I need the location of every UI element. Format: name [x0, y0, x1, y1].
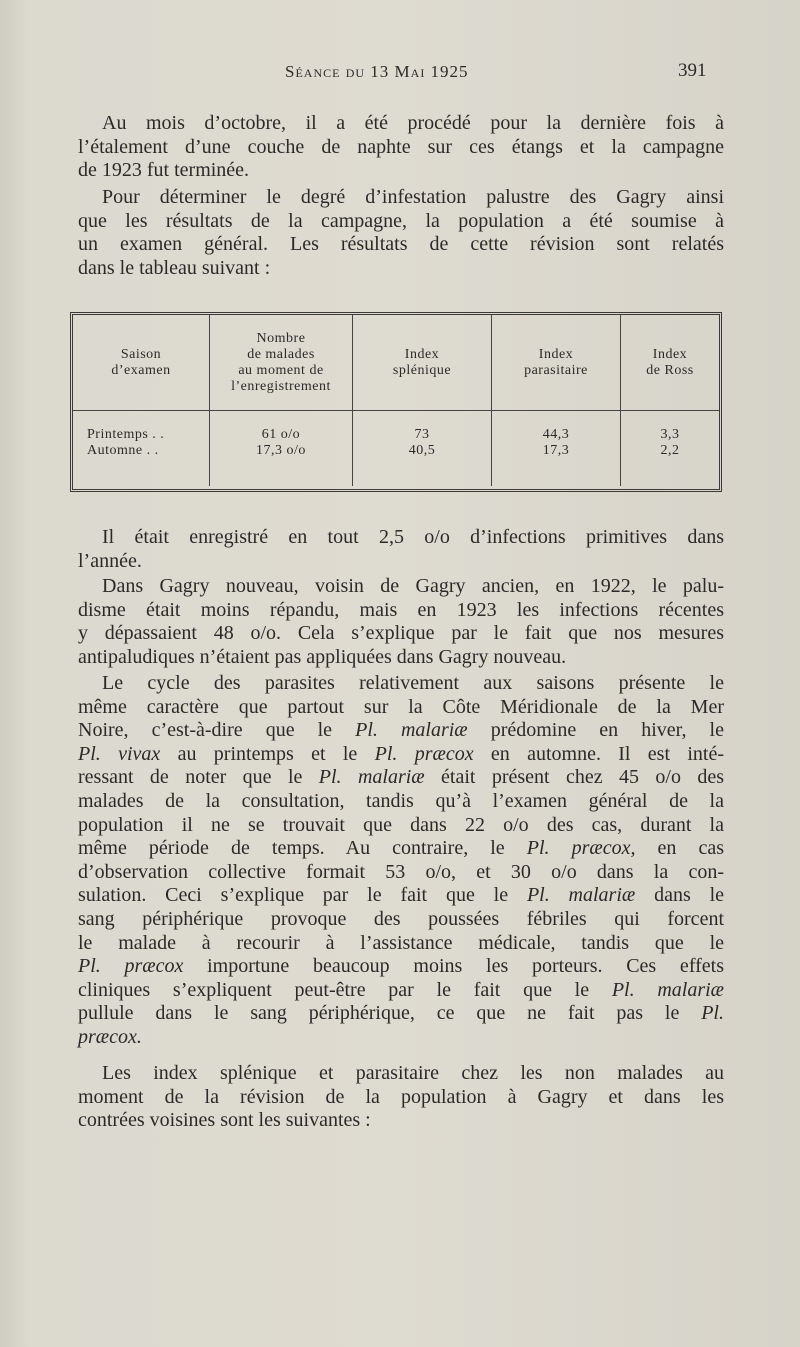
- text-line: præcox.: [78, 1025, 142, 1048]
- table-header-row: [73, 315, 719, 411]
- page-header: [0, 58, 800, 88]
- text-line: contrées voisines sont les suivantes :: [78, 1109, 371, 1132]
- paragraph-infestation: [78, 186, 724, 280]
- text-line: le malade à recourir à l’assistance médicale, tandis que le: [78, 931, 724, 954]
- cell-nombre: 61 o/o 17,3 o/o: [210, 411, 353, 487]
- text-line: Dans Gagry nouveau, voisin de Gagry ancien, en 1922, le palu-: [102, 575, 724, 597]
- text-line: malades de la consultation, tandis qu’à l’examen général de la: [78, 789, 724, 812]
- text-line: sang périphérique provoque des poussées fébriles qui forcent: [78, 907, 724, 930]
- text-line: cliniques s’expliquent peut-être par le fait que le Pl. malariæ: [78, 978, 724, 1001]
- page-number: 391: [678, 60, 707, 81]
- text-line: Au mois d’octobre, il a été procédé pour la dernière fois à: [102, 112, 724, 134]
- text-line: sulation. Ceci s’explique par le fait que le Pl. malariæ dans le: [78, 884, 725, 907]
- text-line: disme était moins répandu, mais en 1923 les infections récentes: [78, 598, 724, 621]
- cell-index-ross: 3,3 2,2: [660, 427, 680, 458]
- text-line: dans le tableau suivant :: [78, 256, 271, 279]
- paragraph-naphte: [78, 112, 724, 183]
- paragraph-cycle-parasites: [78, 672, 724, 1050]
- header-saison: Saison d’examen: [73, 315, 210, 411]
- paragraph-infections-primitives: [78, 526, 724, 573]
- table-body-row: [73, 411, 719, 487]
- text-line: Pl. vivax au printemps et le Pl. præcox en automne. Il est inté-: [78, 742, 724, 765]
- text-line: moment de la révision de la population à Gagry et dans les: [78, 1085, 724, 1108]
- text-line: y dépassaient 48 o/o. Cela s’explique par le fait que nos mesures: [78, 622, 724, 645]
- text-line: ressant de noter que le Pl. malariæ était présent chez 45 o/o des: [78, 766, 724, 789]
- text-line: Le cycle des parasites relativement aux saisons présente le: [102, 672, 724, 694]
- results-table-frame: [70, 312, 722, 492]
- text-line: l’étalement d’une couche de naphte sur ces étangs et la campagne: [78, 135, 724, 158]
- text-line: Noire, c’est-à-dire que le Pl. malariæ prédomine en hiver, le: [78, 719, 724, 742]
- paragraph-index-non-malades: [78, 1062, 724, 1133]
- text-line: d’observation collective formait 53 o/o, et 30 o/o dans la con-: [78, 860, 724, 883]
- text-line: antipaludiques n’étaient pas appliquées dans Gagry nouveau.: [78, 645, 567, 668]
- header-index-parasitaire: Index parasitaire: [492, 315, 621, 411]
- results-table: [73, 315, 719, 486]
- text-line: de 1923 fut terminée.: [78, 159, 250, 182]
- text-line: même période de temps. Au contraire, le Pl. præcox, en cas: [78, 837, 725, 860]
- text-line: Les index splénique et parasitaire chez les non malades au: [102, 1062, 724, 1084]
- header-nombre: Nombre de malades au moment de l’enregistrement: [210, 315, 353, 411]
- text-line: que les résultats de la campagne, la population a été soumise à: [78, 209, 724, 232]
- text-line: un examen général. Les résultats de cette révision sont relatés: [78, 233, 724, 256]
- cell-index-splenique: 73 40,5: [353, 411, 492, 487]
- cell-saison: Printemps . . Automne . .: [73, 411, 210, 487]
- text-line: Pl. præcox importune beaucoup moins les porteurs. Ces effets: [78, 955, 724, 978]
- text-line: Pour déterminer le degré d’infestation palustre des Gagry ainsi: [102, 186, 724, 208]
- text-line: population il ne se trouvait que dans 22 o/o des cas, durant la: [78, 813, 724, 836]
- text-line: Il était enregistré en tout 2,5 o/o d’infections primitives dans: [102, 526, 724, 548]
- running-title: Séance du 13 Mai 1925: [285, 62, 469, 81]
- cell-index-parasitaire: 44,3 17,3: [492, 411, 621, 487]
- paragraph-gagry-nouveau: [78, 575, 724, 669]
- text-line: l’année.: [78, 549, 142, 572]
- text-line: pullule dans le sang périphérique, ce que ne fait pas le Pl.: [78, 1002, 724, 1025]
- header-index-ross: Index de Ross: [621, 315, 720, 411]
- text-line: même caractère que partout sur la Côte Méridionale de la Mer: [78, 695, 724, 718]
- header-index-splenique: Index splénique: [353, 315, 492, 411]
